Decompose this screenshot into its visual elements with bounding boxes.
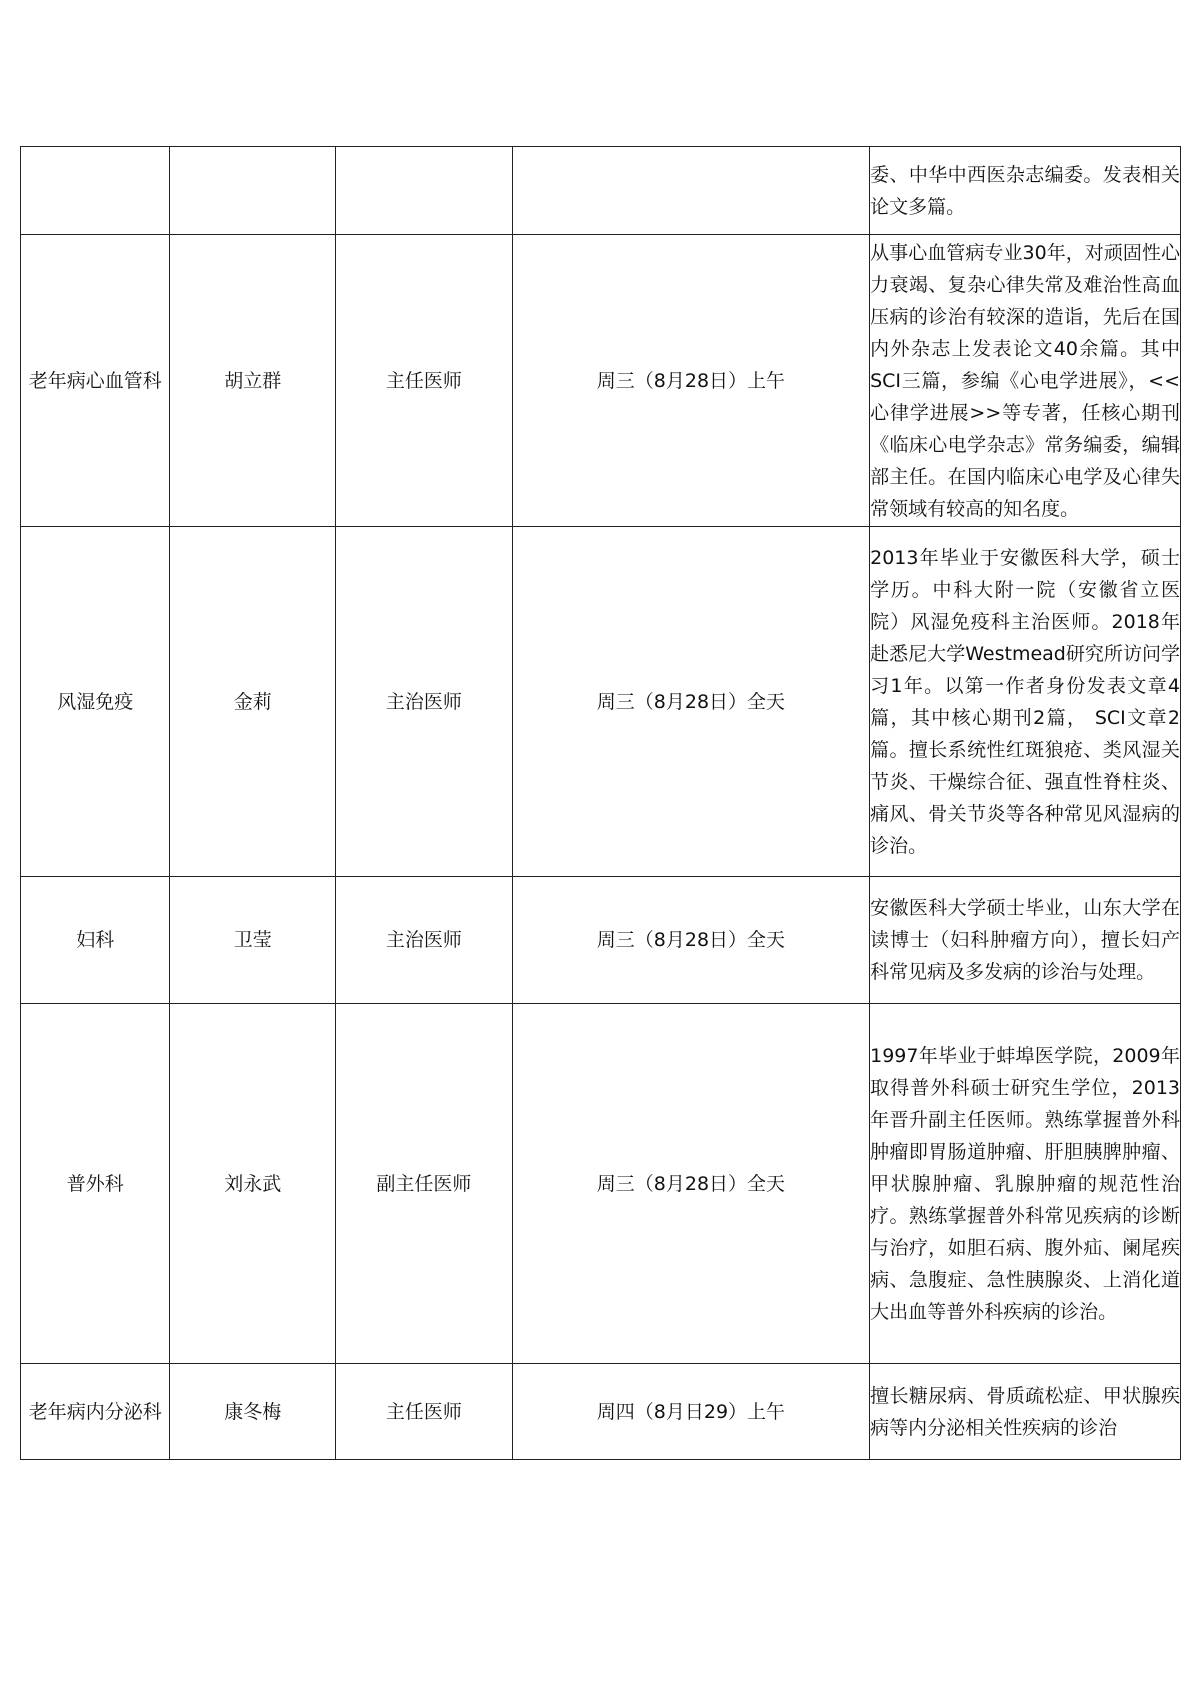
doctor-profile-cell: 从事心血管病专业30年，对顽固性心力衰竭、复杂心律失常及难治性高血压病的诊治有较深的造诣，先后在国内外杂志上发表论文40余篇。其中SCI三篇，参编《心电学进展》，<<心律学进展>>等专著，任核心期刊《临床心电学杂志》常务编委，编辑部主任。在国内临床心电学及心律失常领域有较高的知名度。 — [870, 235, 1181, 527]
doctor-title-cell: 主治医师 — [336, 877, 513, 1004]
table-row — [21, 527, 1181, 877]
table-row — [21, 1004, 1181, 1364]
doctor-name-cell — [170, 147, 336, 235]
doctor-name-cell: 卫莹 — [170, 877, 336, 1004]
table-row — [21, 147, 1181, 235]
department-cell: 风湿免疫 — [21, 527, 170, 877]
doctor-name-cell: 刘永武 — [170, 1004, 336, 1364]
department-cell: 普外科 — [21, 1004, 170, 1364]
doctor-profile-cell: 1997年毕业于蚌埠医学院，2009年取得普外科硕士研究生学位，2013年晋升副主任医师。熟练掌握普外科肿瘤即胃肠道肿瘤、肝胆胰脾肿瘤、甲状腺肿瘤、乳腺肿瘤的规范性治疗。熟练掌握普外科常见疾病的诊断与治疗，如胆石病、腹外疝、阑尾疾病、急腹症、急性胰腺炎、上消化道大出血等普外科疾病的诊治。 — [870, 1004, 1181, 1364]
doctor-schedule-table — [20, 146, 1181, 1460]
doctor-profile-cell: 委、中华中西医杂志编委。发表相关论文多篇。 — [870, 147, 1181, 235]
department-cell — [21, 147, 170, 235]
doctor-title-cell: 主任医师 — [336, 235, 513, 527]
doctor-title-cell: 主治医师 — [336, 527, 513, 877]
doctor-title-cell: 副主任医师 — [336, 1004, 513, 1364]
clinic-time-cell: 周四（8月日29）上午 — [512, 1364, 869, 1460]
clinic-time-cell: 周三（8月28日）全天 — [512, 1004, 869, 1364]
table-row — [21, 235, 1181, 527]
doctor-profile-cell: 安徽医科大学硕士毕业，山东大学在读博士（妇科肿瘤方向），擅长妇产科常见病及多发病的诊治与处理。 — [870, 877, 1181, 1004]
clinic-time-cell — [512, 147, 869, 235]
table-row — [21, 877, 1181, 1004]
doctor-title-cell: 主任医师 — [336, 1364, 513, 1460]
doctor-name-cell: 金莉 — [170, 527, 336, 877]
clinic-time-cell: 周三（8月28日）全天 — [512, 877, 869, 1004]
department-cell: 妇科 — [21, 877, 170, 1004]
doctor-title-cell — [336, 147, 513, 235]
doctor-name-cell: 康冬梅 — [170, 1364, 336, 1460]
department-cell: 老年病心血管科 — [21, 235, 170, 527]
clinic-time-cell: 周三（8月28日）上午 — [512, 235, 869, 527]
doctor-profile-cell: 2013年毕业于安徽医科大学，硕士学历。中科大附一院（安徽省立医院）风湿免疫科主治医师。2018年赴悉尼大学Westmead研究所访问学习1年。以第一作者身份发表文章4篇，其中核心期刊2篇， SCI文章2篇。擅长系统性红斑狼疮、类风湿关节炎、干燥综合征、强直性脊柱炎、痛风、骨关节炎等各种常见风湿病的诊治。 — [870, 527, 1181, 877]
table-row — [21, 1364, 1181, 1460]
clinic-time-cell: 周三（8月28日）全天 — [512, 527, 869, 877]
doctor-name-cell: 胡立群 — [170, 235, 336, 527]
department-cell: 老年病内分泌科 — [21, 1364, 170, 1460]
doctor-profile-cell: 擅长糖尿病、骨质疏松症、甲状腺疾病等内分泌相关性疾病的诊治 — [870, 1364, 1181, 1460]
